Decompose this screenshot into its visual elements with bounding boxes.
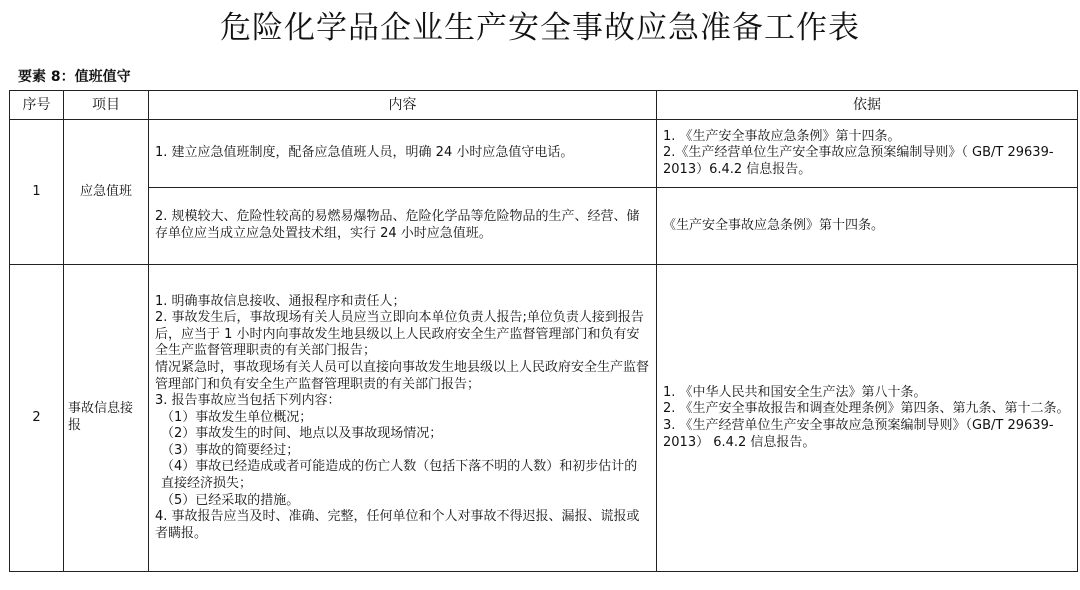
content-line: 1. 明确事故信息接收、通报程序和责任人； <box>155 293 406 309</box>
content-line: （3）事故的简要经过； <box>161 442 300 458</box>
content-line: 情况紧急时，事故现场有关人员可以直接向事故发生地县级以上人民政府安全生产监督管理部门和负有安全生产监督管理职责的有关部门报告； <box>155 359 650 392</box>
content-line: 2. 事故发生后，事故现场有关人员应当立即向本单位负责人报告;单位负责人接到报告后，应当于 1 小时内向事故发生地县级以上人民政府安全生产监督管理部门和负有安全生产监督管理职责的有关部门报告； <box>155 310 644 359</box>
row-item: 应急值班 <box>64 120 149 265</box>
table-row <box>10 120 1078 188</box>
header-row <box>10 91 1078 120</box>
content-line: 3. 报告事故应当包括下列内容： <box>155 393 341 409</box>
basis-cell <box>657 188 1078 265</box>
header-no: 序号 <box>10 91 64 120</box>
row-number: 2 <box>10 265 64 572</box>
basis-line: 3. 《生产经营单位生产安全事故应急预案编制导则》（GB/T 29639-2013） 6.4.2 信息报告。 <box>663 418 1054 450</box>
content-line: （2）事故发生的时间、地点以及事故现场情况； <box>161 426 443 442</box>
page-title: 危险化学品企业生产安全事故应急准备工作表 <box>220 10 860 46</box>
content-line: （5）已经采取的措施。 <box>161 492 300 508</box>
table-row <box>10 265 1078 572</box>
emergency-table <box>9 90 1078 572</box>
row-number: 1 <box>10 120 64 265</box>
basis-line: 2.《生产经营单位生产安全事故应急预案编制导则》（ GB/T 29639-2013）6.4.2 信息报告。 <box>663 145 1054 177</box>
content-cell <box>149 265 657 572</box>
basis-line: 2. 《生产安全事故报告和调查处理条例》第四条、第九条、第十二条。 <box>663 401 1070 417</box>
basis-cell <box>657 120 1078 188</box>
content-line: （4）事故已经造成或者可能造成的伤亡人数（包括下落不明的人数）和初步估计的直接经济损失； <box>161 459 638 492</box>
basis-line: 1. 《生产安全事故应急条例》第十四条。 <box>663 128 901 144</box>
row-item: 事故信息接报 <box>64 265 149 572</box>
content-line: 4. 事故报告应当及时、准确、完整，任何单位和个人对事故不得迟报、漏报、谎报或者瞒报。 <box>155 509 640 541</box>
header-content: 内容 <box>149 91 657 120</box>
header-item: 项目 <box>64 91 149 120</box>
content-line: 2. 规模较大、危险性较高的易燃易爆物品、危险化学品等危险物品的生产、经营、储存单位应当成立应急处置技术组，实行 24 小时应急值班。 <box>155 209 640 241</box>
content-cell <box>149 188 657 265</box>
content-line: （1）事故发生单位概况； <box>161 409 313 425</box>
header-basis: 依据 <box>657 91 1078 120</box>
table-row <box>10 188 1078 265</box>
basis-line: 1. 《中华人民共和国安全生产法》第八十条。 <box>663 384 927 400</box>
content-line: 1. 建立应急值班制度，配备应急值班人员，明确 24 小时应急值守电话。 <box>155 145 574 161</box>
basis-cell <box>657 265 1078 572</box>
element-label: 要素 8：值班值守 <box>18 69 131 85</box>
content-cell <box>149 120 657 188</box>
basis-line: 《生产安全事故应急条例》第十四条。 <box>663 217 885 233</box>
